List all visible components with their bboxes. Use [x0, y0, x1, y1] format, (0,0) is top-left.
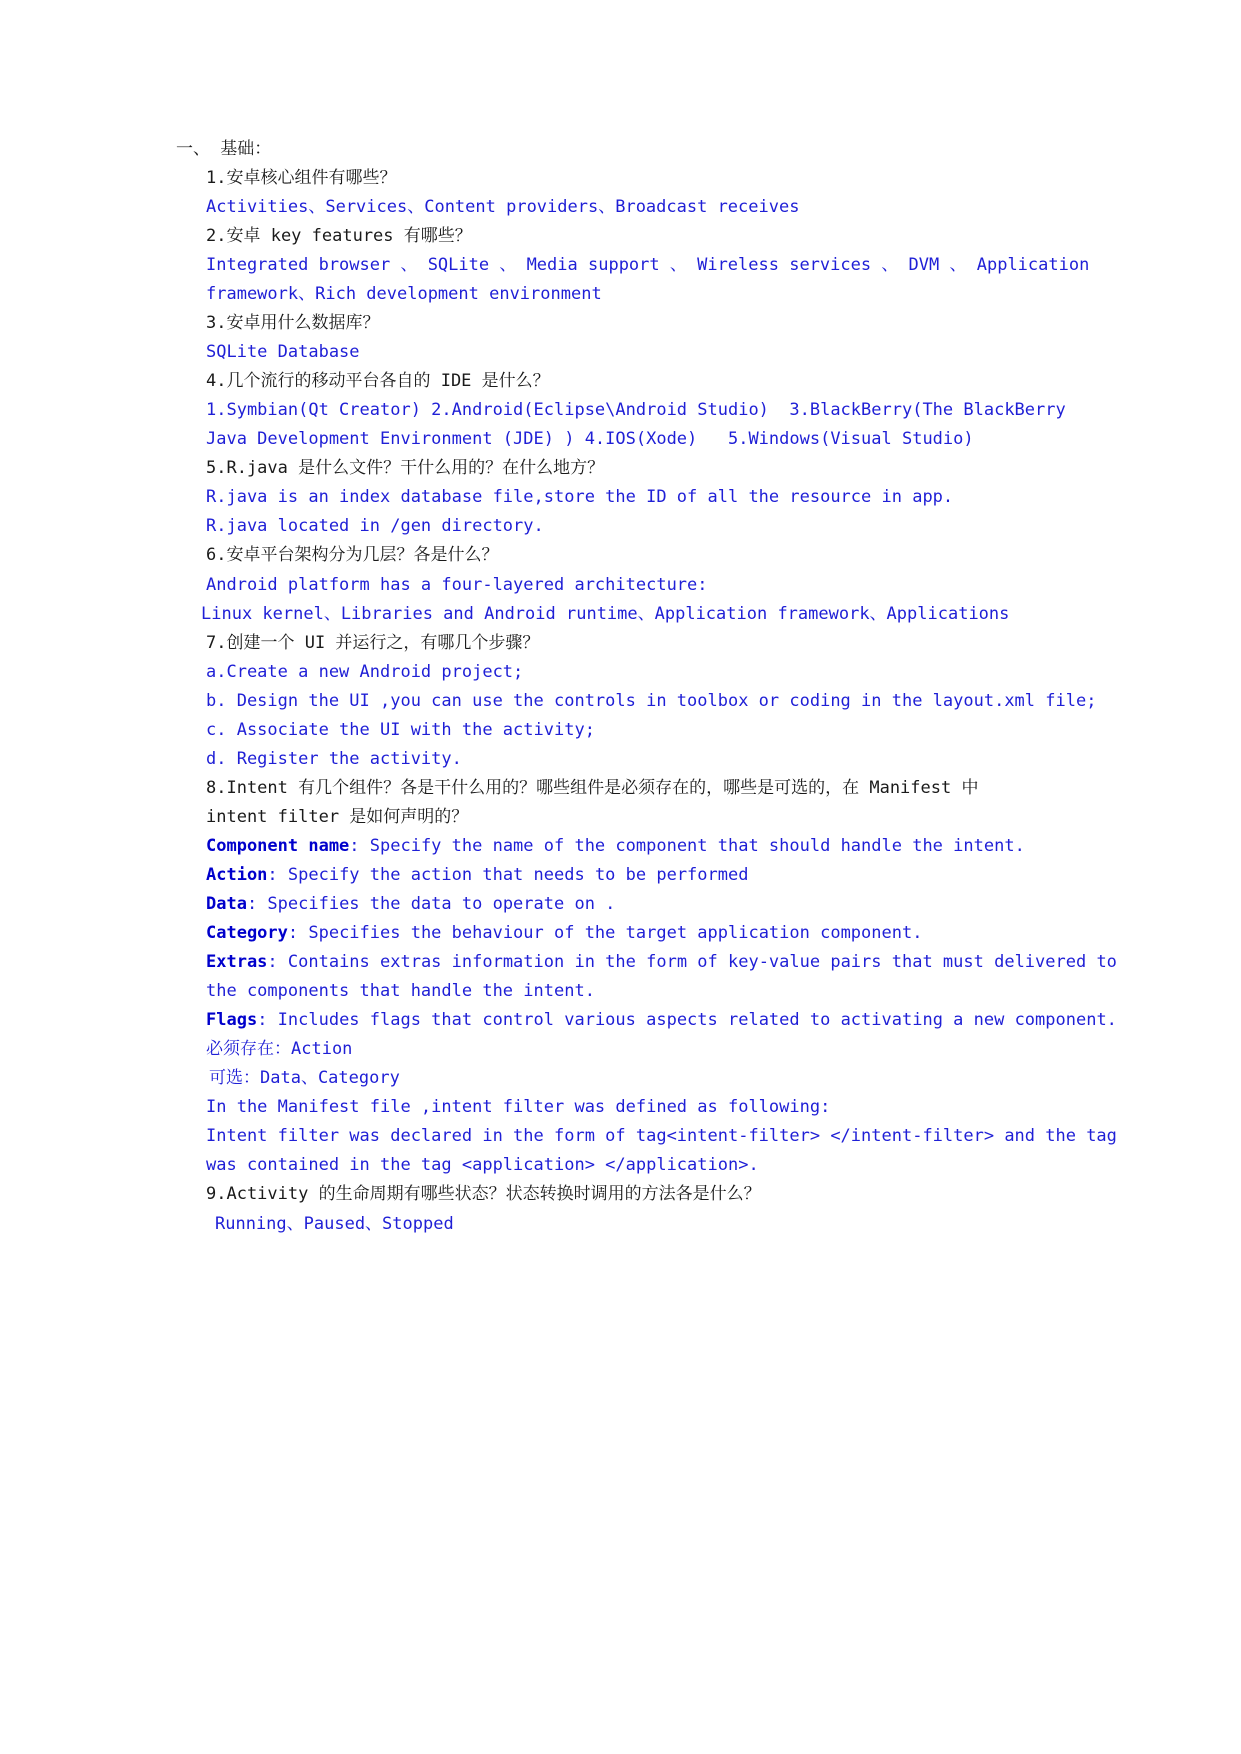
- category-text: : Specifies the behaviour of the target application component.: [287, 923, 923, 943]
- data-text: : Specifies the data to operate on .: [246, 894, 616, 914]
- section-heading: 一、 基础：: [176, 139, 272, 159]
- answer-8-extras: [206, 951, 1117, 973]
- answer-4-line-2: Java Development Environment (JDE) ) 4.IOS(Xode) 5.Windows(Visual Studio): [206, 429, 974, 449]
- question-4: 4.几个流行的移动平台各自的 IDE 是什么？: [206, 371, 550, 391]
- answer-8-optional: 可选：Data、Category: [209, 1068, 400, 1088]
- answer-8-data: [206, 893, 615, 915]
- answer-8-component: [206, 835, 1025, 857]
- answer-3: SQLite Database: [206, 342, 360, 362]
- answer-8-extras-cont: the components that handle the intent.: [206, 981, 595, 1001]
- answer-8-category: [206, 922, 922, 944]
- answer-9: Running、Paused、Stopped: [215, 1214, 454, 1234]
- flags-text: : Includes flags that control various aspects related to activating a new component.: [257, 1010, 1117, 1030]
- component-name-text: : Specify the name of the component that should handle the intent.: [349, 836, 1025, 856]
- action-label: Action: [206, 865, 268, 885]
- answer-8-action: [206, 864, 748, 886]
- question-5: 5.R.java 是什么文件？干什么用的？在什么地方？: [206, 458, 605, 478]
- extras-label: Extras: [206, 952, 268, 972]
- answer-6-line-2: Linux kernel、Libraries and Android runtime、Application framework、Applications: [201, 604, 1010, 624]
- answer-1: Activities、Services、Content providers、Broadcast receives: [206, 197, 800, 217]
- answer-5-line-2: R.java located in /gen directory.: [206, 516, 544, 536]
- question-1: 1.安卓核心组件有哪些？: [206, 168, 397, 188]
- category-label: Category: [206, 923, 288, 943]
- question-7: 7.创建一个 UI 并运行之，有哪几个步骤？: [206, 633, 540, 653]
- answer-8-flags: [206, 1009, 1117, 1031]
- component-name-label: Component name: [206, 836, 350, 856]
- answer-8-manifest-line-3: was contained in the tag <application> </application>.: [206, 1155, 759, 1175]
- question-9: 9.Activity 的生命周期有哪些状态？状态转换时调用的方法各是什么？: [206, 1184, 761, 1204]
- answer-8-required: 必须存在：Action: [206, 1039, 353, 1059]
- question-8-line-1: 8.Intent 有几个组件？各是干什么用的？哪些组件是必须存在的，哪些是可选的，在 Manifest 中: [206, 778, 979, 798]
- data-label: Data: [206, 894, 247, 914]
- action-text: : Specify the action that needs to be performed: [267, 865, 749, 885]
- answer-7-step-b: b. Design the UI ,you can use the controls in toolbox or coding in the layout.xml file;: [206, 691, 1097, 711]
- answer-5-line-1: R.java is an index database file,store the ID of all the resource in app.: [206, 487, 954, 507]
- answer-2-line-1: Integrated browser 、 SQLite 、 Media support 、 Wireless services 、 DVM 、 Application: [206, 255, 1090, 275]
- answer-8-manifest-line-1: In the Manifest file ,intent filter was defined as following:: [206, 1097, 831, 1117]
- question-3: 3.安卓用什么数据库？: [206, 313, 380, 333]
- extras-text: : Contains extras information in the form of key-value pairs that must delivered to: [267, 952, 1117, 972]
- flags-label: Flags: [206, 1010, 258, 1030]
- answer-4-line-1: 1.Symbian(Qt Creator) 2.Android(Eclipse\Android Studio) 3.BlackBerry(The BlackBerry: [206, 400, 1066, 420]
- answer-6-line-1: Android platform has a four-layered architecture:: [206, 575, 708, 595]
- answer-8-manifest-line-2: Intent filter was declared in the form of tag<intent-filter> </intent-filter> and the tag: [206, 1126, 1117, 1146]
- answer-7-step-c: c. Associate the UI with the activity;: [206, 720, 595, 740]
- question-6: 6.安卓平台架构分为几层？各是什么？: [206, 545, 499, 565]
- answer-7-step-a: a.Create a new Android project;: [206, 662, 524, 682]
- question-2: 2.安卓 key features 有哪些？: [206, 226, 472, 246]
- answer-2-line-2: framework、Rich development environment: [206, 284, 602, 304]
- question-8-line-2: intent filter 是如何声明的？: [206, 807, 469, 827]
- answer-7-step-d: d. Register the activity.: [206, 749, 462, 769]
